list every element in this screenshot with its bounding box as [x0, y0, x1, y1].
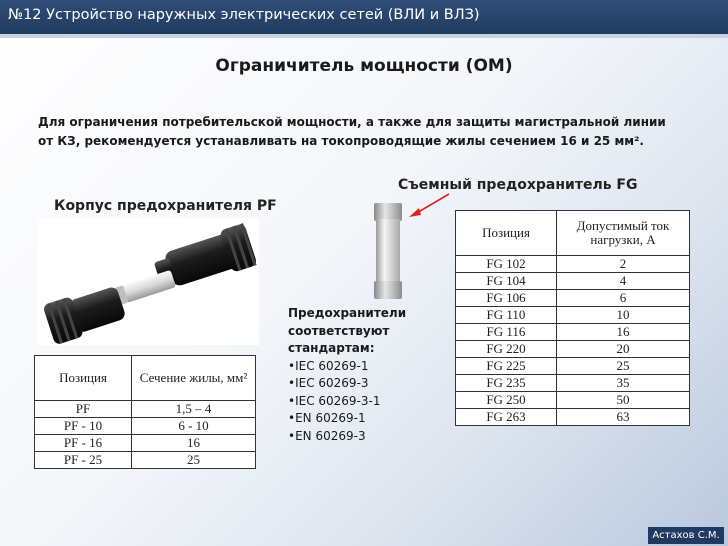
- fg-table: [455, 210, 690, 426]
- table-row: [456, 392, 690, 409]
- table-row: [456, 341, 690, 358]
- list-item: [288, 393, 406, 411]
- standard-label: IEC 60269-3-1: [295, 393, 381, 408]
- table-row: [35, 401, 256, 418]
- fg-cell-position: FG 250: [456, 392, 557, 409]
- standards-lead-1: Предохранители: [288, 306, 407, 320]
- pf-table: [34, 355, 256, 469]
- fg-cell-current: 63: [557, 409, 690, 426]
- bullet-icon: •: [288, 411, 296, 425]
- fg-cell-current: 10: [557, 307, 690, 324]
- fg-cell-position: FG 106: [456, 290, 557, 307]
- table-header-row: [35, 356, 256, 401]
- fuse-image: [368, 201, 408, 301]
- fg-cell-position: FG 220: [456, 341, 557, 358]
- pf-cell-position: PF: [35, 401, 132, 418]
- standard-label: IEC 60269-1: [295, 358, 369, 373]
- header-bar: [0, 0, 728, 34]
- pf-cell-position: PF - 16: [35, 435, 132, 452]
- table-row: [35, 452, 256, 469]
- fg-cell-current: 4: [557, 273, 690, 290]
- intro-text: [38, 113, 698, 151]
- pf-cell-section: 1,5 – 4: [132, 401, 256, 418]
- intro-line-1: Для ограничения потребительской мощности, а также для защиты магистральной линии: [38, 115, 666, 129]
- table-row: [456, 290, 690, 307]
- fg-cell-position: FG 102: [456, 256, 557, 273]
- fuse-holder-icon: [37, 218, 259, 345]
- standard-label: EN 60269-3: [295, 428, 366, 443]
- table-row: [456, 273, 690, 290]
- table-row: [456, 324, 690, 341]
- bullet-icon: •: [288, 428, 296, 443]
- fg-cell-position: FG 110: [456, 307, 557, 324]
- table-row: [456, 307, 690, 324]
- page-title: Ограничитель мощности (ОМ): [215, 56, 513, 76]
- fg-cell-current: 6: [557, 290, 690, 307]
- fg-cell-position: FG 225: [456, 358, 557, 375]
- fuse-holder-image: [37, 218, 259, 345]
- pf-header-section: Сечение жилы, мм²: [132, 356, 256, 401]
- pf-cell-section: 16: [132, 435, 256, 452]
- table-header-row: [456, 211, 690, 256]
- fg-cell-current: 35: [557, 375, 690, 392]
- fg-cell-current: 16: [557, 324, 690, 341]
- fg-heading: Съемный предохранитель FG: [398, 177, 638, 193]
- intro-line-2: от КЗ, рекомендуется устанавливать на токопроводящие жилы сечением 16 и 25 мм².: [38, 134, 644, 148]
- list-item: [288, 358, 406, 376]
- bullet-icon: •: [288, 376, 296, 390]
- table-row: [456, 375, 690, 392]
- fg-header-position: Позиция: [456, 211, 557, 256]
- pointer-arrow-icon: [405, 190, 455, 220]
- list-item: [288, 410, 406, 428]
- table-row: [456, 358, 690, 375]
- fg-cell-current: 25: [557, 358, 690, 375]
- pf-header-position: Позиция: [35, 356, 132, 401]
- header-title: №12 Устройство наружных электрических сетей (ВЛИ и ВЛЗ): [8, 7, 480, 23]
- header-divider: [0, 34, 728, 38]
- bullet-icon: •: [288, 358, 296, 373]
- fg-cell-position: FG 263: [456, 409, 557, 426]
- bullet-icon: •: [288, 393, 296, 408]
- standard-label: EN 60269-1: [295, 411, 366, 425]
- standard-label: IEC 60269-3: [295, 376, 369, 390]
- author-badge: Астахов С.М.: [648, 527, 724, 544]
- fg-header-current: Допустимый ток нагрузки, А: [557, 211, 690, 256]
- fg-cell-position: FG 104: [456, 273, 557, 290]
- standards-block: [288, 305, 406, 445]
- pf-heading: Корпус предохранителя PF: [54, 198, 277, 214]
- fg-cell-position: FG 116: [456, 324, 557, 341]
- fg-cell-position: FG 235: [456, 375, 557, 392]
- table-row: [456, 256, 690, 273]
- fg-cell-current: 50: [557, 392, 690, 409]
- table-row: [456, 409, 690, 426]
- standards-lead-2: соответствуют: [288, 323, 390, 338]
- pf-cell-position: PF - 25: [35, 452, 132, 469]
- fuse-icon: [368, 201, 408, 301]
- pf-cell-section: 6 - 10: [132, 418, 256, 435]
- table-row: [35, 435, 256, 452]
- pf-cell-position: PF - 10: [35, 418, 132, 435]
- fg-cell-current: 2: [557, 256, 690, 273]
- table-row: [35, 418, 256, 435]
- fg-cell-current: 20: [557, 341, 690, 358]
- standards-lead-3: стандартам:: [288, 341, 375, 355]
- list-item: [288, 375, 406, 393]
- pf-cell-section: 25: [132, 452, 256, 469]
- list-item: [288, 428, 406, 446]
